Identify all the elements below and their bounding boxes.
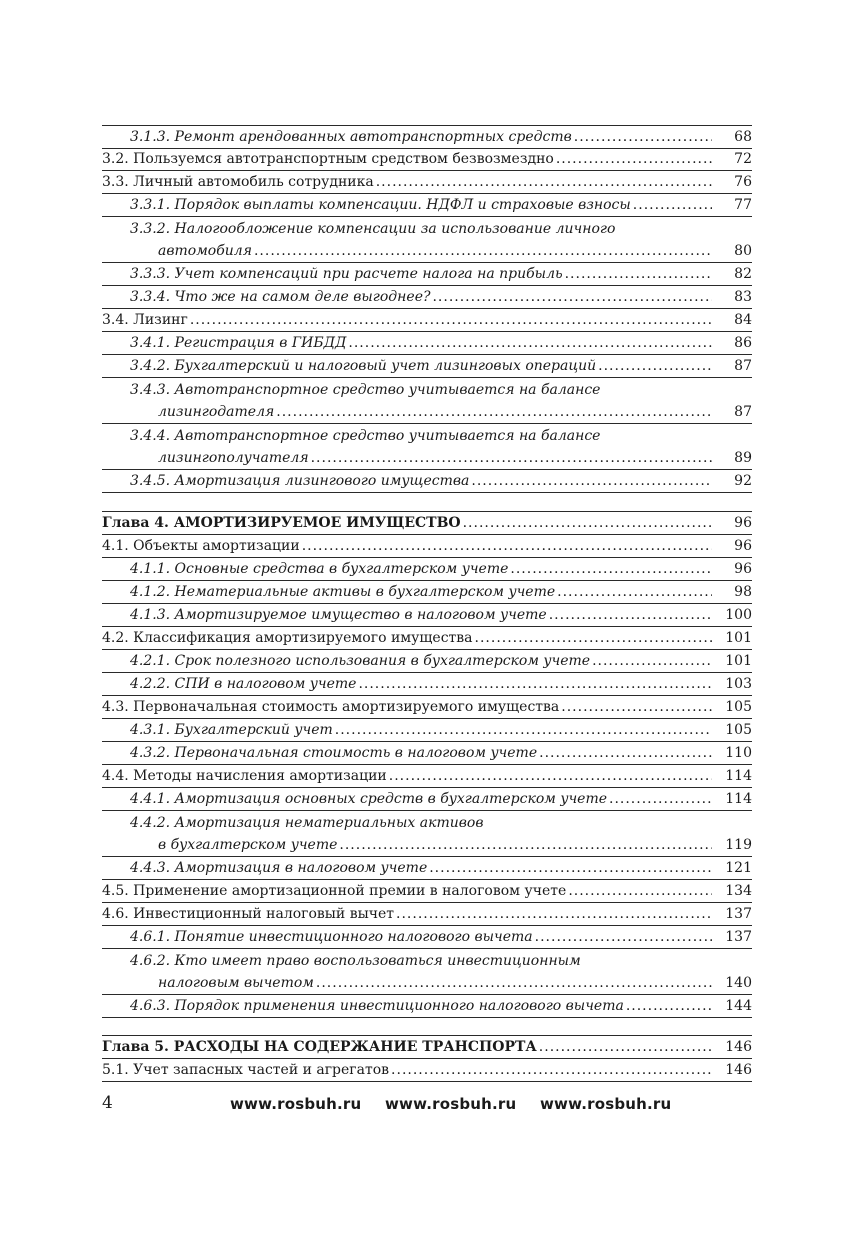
- toc-entry-title: 4.4. Методы начисления амортизации: [102, 768, 387, 784]
- dot-leader: [396, 906, 712, 923]
- toc-entry-title: 3.4.1. Регистрация в ГИБДД: [130, 335, 347, 351]
- toc-entry-page: 101: [725, 630, 752, 646]
- dot-leader: [565, 266, 712, 283]
- toc-entry-title: 3.2. Пользуемся автотранспортным средством безвозмездно: [102, 151, 554, 167]
- toc-entry: [102, 765, 752, 788]
- toc-entry-title: 4.5. Применение амортизационной премии в налоговом учете: [102, 883, 567, 899]
- dot-leader: [389, 768, 712, 785]
- toc-entry-page: 146: [725, 1062, 752, 1078]
- toc-chapter: [102, 1036, 752, 1059]
- dot-leader: [391, 1062, 712, 1079]
- page-number: 4: [102, 1093, 113, 1113]
- dot-leader: [539, 1039, 712, 1056]
- toc-entry-page: 121: [725, 860, 752, 876]
- toc-entry-title: 3.3.3. Учет компенсаций при расчете налога на прибыль: [130, 266, 563, 282]
- toc-entry-title: 4.2. Классификация амортизируемого имущества: [102, 630, 473, 646]
- toc-entry-page: 84: [734, 312, 752, 328]
- toc-entry-title: 3.4.5. Амортизация лизингового имущества: [130, 473, 470, 489]
- toc-entry-page: 83: [734, 289, 752, 305]
- toc-entry-title: 4.3.2. Первоначальная стоимость в налоговом учете: [130, 745, 538, 761]
- toc-entry-title: 3.3.4. Что же на самом деле выгоднее?: [130, 289, 431, 305]
- toc-entry-title: 4.1. Объекты амортизации: [102, 538, 300, 554]
- dot-leader: [535, 929, 712, 946]
- toc-entry: [102, 673, 752, 696]
- toc-chapter: [102, 512, 752, 535]
- dot-leader: [432, 289, 712, 306]
- dot-leader: [429, 860, 712, 877]
- toc-entry: [102, 332, 752, 355]
- toc-entry: [102, 742, 752, 765]
- toc-entry: [102, 903, 752, 926]
- toc-entry: [102, 125, 752, 149]
- toc-entry-title: 4.3.1. Бухгалтерский учет: [130, 722, 333, 738]
- dot-leader: [549, 607, 712, 624]
- toc-entry: [102, 1059, 752, 1082]
- footer-url-link[interactable]: www.rosbuh.ru: [230, 1095, 362, 1113]
- toc-entry-title: 4.3. Первоначальная стоимость амортизируемого имущества: [102, 699, 560, 715]
- toc-entry-page: 96: [734, 538, 752, 554]
- toc-entry-page: 137: [725, 929, 752, 945]
- toc-entry-title-cont: лизингодателя: [158, 404, 275, 420]
- toc-entry-page: 89: [734, 450, 752, 466]
- toc-entry: [102, 535, 752, 558]
- dot-leader: [339, 837, 712, 854]
- toc-entry: [102, 378, 752, 424]
- toc-entry-page: 134: [725, 883, 752, 899]
- toc-entry-page: 105: [725, 722, 752, 738]
- toc-entry-title: 3.3.1. Порядок выплаты компенсации. НДФЛ и страховые взносы: [130, 197, 631, 213]
- dot-leader: [561, 699, 712, 716]
- toc-entry-page: 103: [725, 676, 752, 692]
- toc-entry: [102, 263, 752, 286]
- dot-leader: [376, 174, 712, 191]
- toc-entry-title-cont: лизингополучателя: [158, 450, 309, 466]
- toc-entry-title: 4.6.1. Понятие инвестиционного налогового вычета: [130, 929, 533, 945]
- dot-leader: [574, 129, 712, 146]
- dot-leader: [626, 998, 712, 1015]
- toc-entry-page: 101: [725, 653, 752, 669]
- dot-leader: [568, 883, 712, 900]
- footer-url-link[interactable]: www.rosbuh.ru: [540, 1095, 672, 1113]
- toc-entry-title-cont: автомобиля: [158, 243, 252, 259]
- page-footer: [102, 1093, 722, 1117]
- toc-entry-page: 68: [734, 129, 752, 145]
- toc-entry-page: 86: [734, 335, 752, 351]
- toc-entry-title: 4.1.3. Амортизируемое имущество в налоговом учете: [130, 607, 547, 623]
- toc-entry-title: 5.1. Учет запасных частей и агрегатов: [102, 1062, 390, 1078]
- dot-leader: [335, 722, 712, 739]
- toc-entry: [102, 949, 752, 995]
- toc-chapter-title: Глава 4. АМОРТИЗИРУЕМОЕ ИМУЩЕСТВО: [102, 515, 461, 531]
- dot-leader: [510, 561, 712, 578]
- toc-entry-title: 3.3. Личный автомобиль сотрудника: [102, 174, 374, 190]
- dot-leader: [557, 584, 712, 601]
- toc-entry: [102, 788, 752, 811]
- toc-entry: [102, 558, 752, 581]
- toc-entry-title: 3.1.3. Ремонт арендованных автотранспортных средств: [130, 129, 572, 145]
- toc-entry-page: 87: [734, 358, 752, 374]
- toc-entry: [102, 148, 752, 171]
- toc-entry: [102, 604, 752, 627]
- toc-entry: [102, 650, 752, 673]
- toc-entry-title: 3.3.2. Налогообложение компенсации за использование личного: [130, 221, 616, 237]
- dot-leader: [190, 312, 712, 329]
- toc-entry-title: 4.4.2. Амортизация нематериальных активов: [130, 815, 484, 831]
- toc-entry-page: 80: [734, 243, 752, 259]
- toc-entry-title: 4.2.1. Срок полезного использования в бухгалтерском учете: [130, 653, 591, 669]
- toc-entry-page: 96: [734, 515, 752, 531]
- toc-entry-page: 146: [725, 1039, 752, 1055]
- toc-entry: [102, 470, 752, 493]
- toc-entry-title: 3.4.4. Автотранспортное средство учитывается на балансе: [130, 428, 601, 444]
- toc-entry: [102, 926, 752, 949]
- toc-entry-page: 119: [725, 837, 752, 853]
- toc-entry: [102, 857, 752, 880]
- toc-entry-page: 114: [725, 768, 752, 784]
- toc-entry-title: 4.6.2. Кто имеет право воспользоваться инвестиционным: [130, 953, 581, 969]
- toc-entry-page: 110: [725, 745, 752, 761]
- dot-leader: [358, 676, 712, 693]
- toc-entry-page: 96: [734, 561, 752, 577]
- toc-entry: [102, 811, 752, 857]
- toc-entry: [102, 627, 752, 650]
- dot-leader: [592, 653, 712, 670]
- toc-entry: [102, 217, 752, 263]
- toc-entry-title: 4.1.1. Основные средства в бухгалтерском учете: [130, 561, 509, 577]
- toc-entry: [102, 286, 752, 309]
- toc-entry: [102, 581, 752, 604]
- toc-entry-page: 100: [725, 607, 752, 623]
- toc-entry-title: 4.6. Инвестиционный налоговый вычет: [102, 906, 395, 922]
- toc-entry-page: 140: [725, 975, 752, 991]
- dot-leader: [316, 975, 712, 992]
- toc-entry-title: 3.4.3. Автотранспортное средство учитывается на балансе: [130, 382, 601, 398]
- toc-chapter-title: Глава 5. РАСХОДЫ НА СОДЕРЖАНИЕ ТРАНСПОРТА: [102, 1039, 537, 1055]
- toc-entry: [102, 194, 752, 217]
- dot-leader: [609, 791, 712, 808]
- dot-leader: [598, 358, 712, 375]
- toc-entry-page: 144: [725, 998, 752, 1014]
- toc-entry-page: 82: [734, 266, 752, 282]
- toc-entry: [102, 424, 752, 470]
- footer-url-link[interactable]: www.rosbuh.ru: [385, 1095, 517, 1113]
- toc-entry-title: 4.4.1. Амортизация основных средств в бухгалтерском учете: [130, 791, 607, 807]
- dot-leader: [633, 197, 712, 214]
- toc-entry-page: 114: [725, 791, 752, 807]
- dot-leader: [475, 630, 712, 647]
- toc-entry-page: 72: [734, 151, 752, 167]
- toc-entry: [102, 171, 752, 194]
- toc-entry-page: 137: [725, 906, 752, 922]
- toc-entry-title: 4.4.3. Амортизация в налоговом учете: [130, 860, 428, 876]
- dot-leader: [471, 473, 712, 490]
- dot-leader: [463, 515, 712, 532]
- toc-entry-title: 4.2.2. СПИ в налоговом учете: [130, 676, 357, 692]
- dot-leader: [556, 151, 712, 168]
- toc-entry-title: 4.1.2. Нематериальные активы в бухгалтерском учете: [130, 584, 556, 600]
- dot-leader: [539, 745, 712, 762]
- toc-entry-title-cont: в бухгалтерском учете: [158, 837, 338, 853]
- toc-entry-title-cont: налоговым вычетом: [158, 975, 314, 991]
- toc-entry: [102, 880, 752, 903]
- toc-entry: [102, 696, 752, 719]
- toc-entry-page: 76: [734, 174, 752, 190]
- toc-entry-page: 92: [734, 473, 752, 489]
- toc-entry-title: 3.4. Лизинг: [102, 312, 188, 328]
- toc-entry-title: 4.6.3. Порядок применения инвестиционного налогового вычета: [130, 998, 624, 1014]
- toc-entry-page: 105: [725, 699, 752, 715]
- dot-leader: [254, 243, 712, 260]
- dot-leader: [276, 404, 712, 421]
- toc-entry: [102, 719, 752, 742]
- toc-entry: [102, 355, 752, 378]
- dot-leader: [348, 335, 712, 352]
- toc-entry-page: 98: [734, 584, 752, 600]
- dot-leader: [311, 450, 712, 467]
- toc-entry: [102, 309, 752, 332]
- toc-entry-page: 87: [734, 404, 752, 420]
- toc-entry-page: 77: [734, 197, 752, 213]
- toc-entry: [102, 995, 752, 1018]
- dot-leader: [302, 538, 712, 555]
- toc-entry-title: 3.4.2. Бухгалтерский и налоговый учет лизинговых операций: [130, 358, 597, 374]
